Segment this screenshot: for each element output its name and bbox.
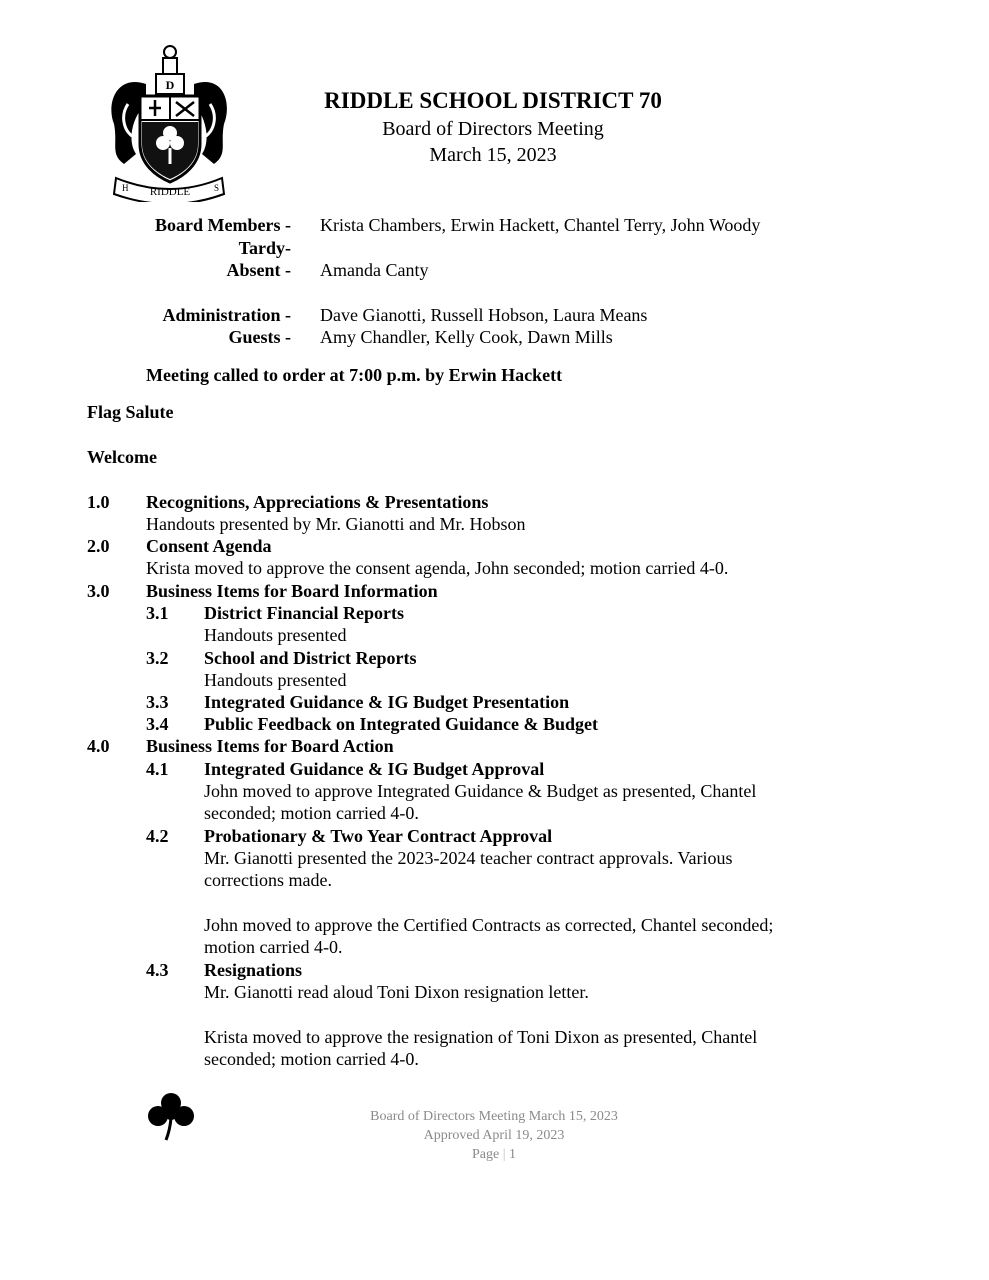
page-number: 1 — [509, 1147, 517, 1162]
subitem-text: Handouts presented — [204, 670, 347, 690]
svg-text:H: H — [122, 183, 129, 193]
subitem-text: Handouts presented — [204, 625, 347, 645]
subitem-text: John moved to approve Integrated Guidance & Budget as presented, Chantel — [204, 781, 757, 801]
flag-salute-heading: Flag Salute — [87, 402, 174, 422]
subitem-number: 3.3 — [146, 692, 169, 712]
call-to-order: Meeting called to order at 7:00 p.m. by Erwin Hackett — [146, 365, 563, 385]
subitem-title: Integrated Guidance & IG Budget Presentation — [204, 692, 570, 712]
subitem-title: Public Feedback on Integrated Guidance & Budget — [204, 714, 599, 734]
guests-label: Guests - — [228, 327, 291, 347]
subitem-text: Mr. Gianotti presented the 2023-2024 teacher contract approvals. Various — [204, 848, 733, 868]
footer-page — [300, 1145, 688, 1164]
item-title: Business Items for Board Action — [146, 736, 394, 756]
subitem-title: Resignations — [204, 960, 303, 980]
meeting-subtitle: Board of Directors Meeting — [382, 118, 604, 140]
welcome-heading: Welcome — [87, 447, 157, 467]
administration-label: Administration - — [162, 305, 291, 325]
subitem-number: 4.1 — [146, 759, 169, 779]
subitem-title: School and District Reports — [204, 648, 417, 668]
svg-text:S: S — [214, 183, 220, 193]
subitem-title: Probationary & Two Year Contract Approval — [204, 826, 553, 846]
tardy-label: Tardy- — [238, 238, 291, 258]
item-number: 2.0 — [87, 536, 110, 556]
guests-list: Amy Chandler, Kelly Cook, Dawn Mills — [320, 327, 613, 347]
item-title: Business Items for Board Information — [146, 581, 438, 601]
page-label: Page — [471, 1147, 500, 1162]
svg-text:D: D — [165, 78, 175, 92]
subitem-title: Integrated Guidance & IG Budget Approval — [204, 759, 545, 779]
subitem-text: Krista moved to approve the resignation of Toni Dixon as presented, Chantel — [204, 1027, 758, 1047]
item-number: 1.0 — [87, 492, 110, 512]
absent-label: Absent - — [226, 260, 291, 280]
subitem-number: 3.4 — [146, 714, 169, 734]
subitem-number: 3.2 — [146, 648, 169, 668]
subitem-number: 4.3 — [146, 960, 169, 980]
subitem-text: Mr. Gianotti read aloud Toni Dixon resignation letter. — [204, 982, 589, 1002]
administration-list: Dave Gianotti, Russell Hobson, Laura Means — [320, 305, 648, 325]
item-text: Handouts presented by Mr. Gianotti and Mr. Hobson — [146, 514, 526, 534]
item-number: 4.0 — [87, 736, 110, 756]
absent-list: Amanda Canty — [320, 260, 429, 280]
shamrock-icon — [144, 1090, 198, 1142]
meeting-date: March 15, 2023 — [429, 144, 557, 166]
item-number: 3.0 — [87, 581, 110, 601]
item-text: Krista moved to approve the consent agenda, John seconded; motion carried 4-0. — [146, 558, 729, 578]
subitem-number: 3.1 — [146, 603, 169, 623]
district-title: RIDDLE SCHOOL DISTRICT 70 — [324, 88, 662, 113]
subitem-text: John moved to approve the Certified Contracts as corrected, Chantel seconded; — [204, 915, 774, 935]
district-crest-logo — [106, 44, 232, 202]
footer-meeting: Board of Directors Meeting March 15, 2023 — [370, 1109, 618, 1124]
subitem-text: seconded; motion carried 4-0. — [204, 1049, 419, 1069]
subitem-text: seconded; motion carried 4-0. — [204, 803, 419, 823]
subitem-text: corrections made. — [204, 870, 332, 890]
subitem-number: 4.2 — [146, 826, 169, 846]
logo-banner-text: RIDDLE — [149, 186, 191, 198]
footer-approved: Approved April 19, 2023 — [423, 1128, 565, 1143]
item-title: Consent Agenda — [146, 536, 272, 556]
board-members-label: Board Members - — [155, 215, 291, 235]
page-separator: | — [502, 1147, 506, 1162]
item-title: Recognitions, Appreciations & Presentations — [146, 492, 489, 512]
board-members-list: Krista Chambers, Erwin Hackett, Chantel Terry, John Woody — [320, 215, 761, 235]
subitem-title: District Financial Reports — [204, 603, 404, 623]
subitem-text: motion carried 4-0. — [204, 937, 343, 957]
